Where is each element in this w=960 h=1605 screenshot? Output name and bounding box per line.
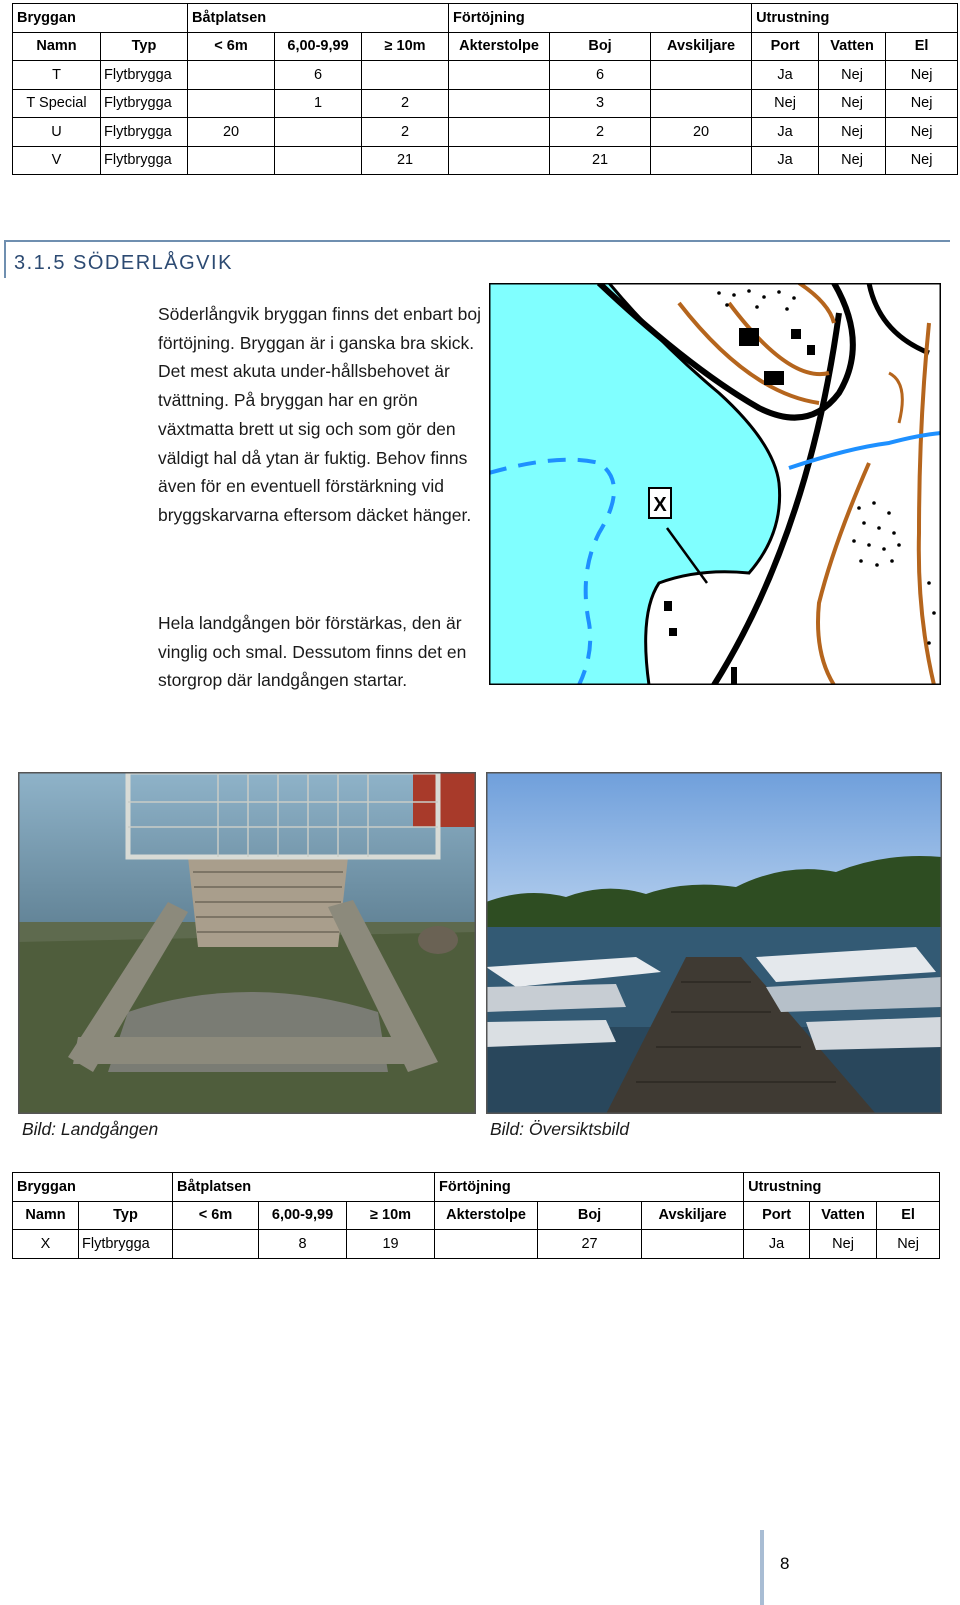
table-cell: Ja [744,1230,810,1259]
column-header: Namn [13,32,101,61]
group-header-batplatsen: Båtplatsen [173,1173,435,1202]
table-cell: 19 [347,1230,435,1259]
group-header-fortojning: Förtöjning [449,4,752,33]
table-column-header-row [13,32,958,61]
berth-table-bottom [12,1172,940,1259]
column-header: Namn [13,1201,79,1230]
table-cell: Ja [752,61,819,90]
table-cell: 21 [362,146,449,175]
table-cell: Ja [752,118,819,147]
photo-gangway [18,772,476,1114]
group-header-bryggan: Bryggan [13,1173,173,1202]
group-header-fortojning: Förtöjning [435,1173,744,1202]
table-cell: V [13,146,101,175]
table-cell: Nej [886,89,958,118]
group-header-batplatsen: Båtplatsen [188,4,449,33]
building [791,329,801,339]
table-cell [435,1230,538,1259]
table-group-header-row [13,1173,940,1202]
column-header: El [886,32,958,61]
column-header: Typ [79,1201,173,1230]
table-cell [449,89,550,118]
table-cell: Flytbrygga [101,118,188,147]
group-header-utrustning: Utrustning [752,4,958,33]
table-cell [188,146,275,175]
table-row [13,89,958,118]
table-cell: Nej [752,89,819,118]
table-cell: Nej [886,61,958,90]
table-cell: 2 [362,89,449,118]
table-cell: U [13,118,101,147]
column-header: Avskiljare [651,32,752,61]
table-cell: 21 [550,146,651,175]
column-header: < 6m [188,32,275,61]
table-cell: T [13,61,101,90]
table-row [13,118,958,147]
section-heading [4,240,950,278]
table-cell: 3 [550,89,651,118]
table-cell [449,146,550,175]
small-building [669,628,677,636]
column-header: Akterstolpe [435,1201,538,1230]
table-cell: Nej [819,118,886,147]
group-header-bryggan: Bryggan [13,4,188,33]
column-header: Vatten [810,1201,877,1230]
table-cell: 20 [188,118,275,147]
column-header: 6,00-9,99 [259,1201,347,1230]
map-marker-label: X [653,494,667,516]
body-paragraph: Söderlångvik bryggan finns det enbart boj förtöjning. Bryggan är i ganska bra skick. Det mest akuta under-hållsbehovet är tvättning. På bryggan har en grön växtmatta brett ut sig och som gör den väldigt hal då ytan är fuktig. Behov finns även för en eventuell förstärkning vid bryggskarvarna eftersom däcket hänger. [158,304,481,525]
table-cell: 2 [550,118,651,147]
table-cell: Nej [819,89,886,118]
table-cell: Flytbrygga [101,61,188,90]
table-cell [275,118,362,147]
section-heading-text: 3.1.5 SÖDERLÅGVIK [14,252,233,274]
table-cell [449,118,550,147]
table-row [13,61,958,90]
small-building [664,601,672,611]
table-row [13,146,958,175]
group-header-utrustning: Utrustning [744,1173,940,1202]
building [739,328,759,346]
table-cell: 6 [275,61,362,90]
table-cell: 6 [550,61,651,90]
table-cell: T Special [13,89,101,118]
table-column-header-row [13,1201,940,1230]
site-map [489,283,941,685]
table-cell [449,61,550,90]
photo-overview [486,772,942,1114]
table-cell: Nej [886,146,958,175]
column-header: ≥ 10m [362,32,449,61]
column-header: Boj [550,32,651,61]
small-building [731,667,737,685]
table-cell: 27 [538,1230,642,1259]
table-cell [173,1230,259,1259]
table-cell [651,146,752,175]
table-cell: Nej [877,1230,940,1259]
column-header: Typ [101,32,188,61]
page-number-footer [760,1530,814,1605]
column-header: Akterstolpe [449,32,550,61]
table-cell: Flytbrygga [101,89,188,118]
table-row [13,1230,940,1259]
table-cell: Ja [752,146,819,175]
body-paragraph: Hela landgången bör förstärkas, den är vinglig och smal. Dessutom finns det en storgrop där landgången startar. [158,613,467,691]
table-group-header-row [13,4,958,33]
table-cell: 2 [362,118,449,147]
photo-caption: Bild: Översiktsbild [490,1119,630,1139]
table-cell [188,61,275,90]
table-cell [275,146,362,175]
table-cell: Nej [819,146,886,175]
table-cell [642,1230,744,1259]
table-cell: Nej [886,118,958,147]
table-cell [188,89,275,118]
column-header: < 6m [173,1201,259,1230]
column-header: Boj [538,1201,642,1230]
column-header: ≥ 10m [347,1201,435,1230]
table-cell: X [13,1230,79,1259]
table-cell [651,89,752,118]
column-header: El [877,1201,940,1230]
page-number: 8 [780,1554,790,1573]
table-cell: Flytbrygga [101,146,188,175]
building [807,345,815,355]
table-cell: Nej [810,1230,877,1259]
berth-table-top [12,3,958,175]
column-header: 6,00-9,99 [275,32,362,61]
table-cell: 1 [275,89,362,118]
photo-caption: Bild: Landgången [22,1119,159,1139]
column-header: Port [744,1201,810,1230]
table-cell: 8 [259,1230,347,1259]
column-header: Avskiljare [642,1201,744,1230]
column-header: Port [752,32,819,61]
table-cell [651,61,752,90]
table-cell: Flytbrygga [79,1230,173,1259]
building [764,371,784,385]
table-cell: 20 [651,118,752,147]
table-cell: Nej [819,61,886,90]
column-header: Vatten [819,32,886,61]
table-cell [362,61,449,90]
